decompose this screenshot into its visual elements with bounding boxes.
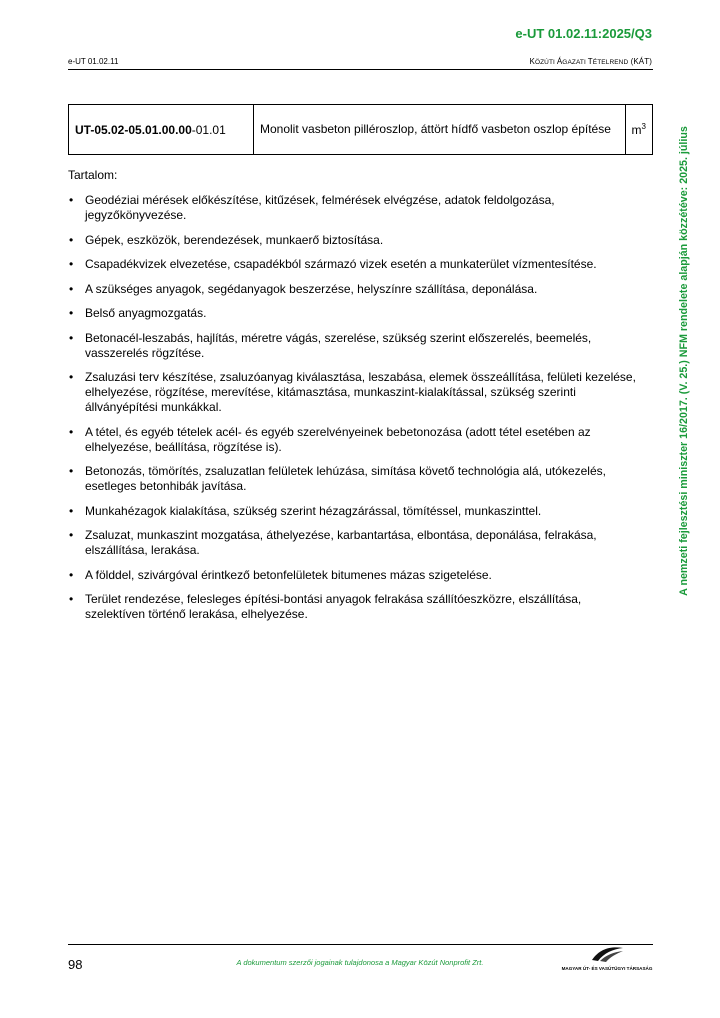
bullet-icon: • <box>69 567 74 582</box>
list-item-text: Belső anyagmozgatás. <box>85 306 207 320</box>
header-left-code: e-UT 01.02.11 <box>68 57 119 66</box>
document-code: e-UT 01.02.11:2025/Q3 <box>515 26 652 41</box>
list-item <box>68 464 638 494</box>
bullet-icon: • <box>69 370 74 384</box>
item-unit <box>625 105 652 155</box>
header-title-part: GAZATI <box>562 59 588 66</box>
list-item-text: Zsaluzási terv készítése, zsaluzóanyag kiválasztása, leszabása, elemek összeállítása, felületi kezelése, elhelyezése, rögzítése, merevítése, kitámasztása, munkaszint-kialakítással, szükség szerinti állványépítési munkákkal. <box>85 370 636 414</box>
bullet-icon: • <box>69 424 74 439</box>
item-code <box>69 105 254 155</box>
list-item-text: Betonacél-leszabás, hajlítás, méretre vágás, szerelése, szükség szerint előszerelés, beemelés, vasszerelés rögzítése. <box>85 330 592 360</box>
list-item-text: Zsaluzat, munkaszint mozgatása, áthelyezése, karbantartása, elbontása, deponálása, felrakása, elszállítása, lerakása. <box>85 528 597 557</box>
side-note-text: A nemzeti fejlesztési miniszter 16/2017. (V. 25.) NFM rendelete alapján közzétéve: 2025. július <box>678 126 690 596</box>
list-item <box>68 257 638 272</box>
bullet-icon: • <box>69 330 74 345</box>
list-item-text: Csapadékvizek elvezetése, csapadékból származó vizek esetén a munkaterület vízmentesítése. <box>85 257 597 271</box>
bullet-icon: • <box>69 306 74 320</box>
bullet-icon: • <box>69 281 74 296</box>
item-table <box>68 104 653 155</box>
bullet-icon: • <box>69 232 74 247</box>
bullet-icon: • <box>69 464 74 478</box>
list-item-text: Gépek, eszközök, berendezések, munkaerő biztosítása. <box>85 232 384 247</box>
header-title-part: Á <box>556 57 563 66</box>
logo-text: MAGYAR ÚT- ÉS VASÚTÜGYI TÁRSASÁG <box>561 966 653 971</box>
list-item-text: A földdel, szivárgóval érintkező betonfelületek bitumenes mázas szigetelése. <box>85 567 492 582</box>
bullet-icon: • <box>69 193 74 207</box>
list-item <box>68 282 638 297</box>
item-unit-exponent: 3 <box>641 122 646 131</box>
header-title-part: ÉTELREND <box>592 59 629 66</box>
copyright-notice: A dokumentum szerzői jogainak tulajdonosa a Magyar Közút Nonprofit Zrt. <box>236 958 484 967</box>
list-item <box>68 370 638 415</box>
item-code-suffix: -01.01 <box>191 122 226 137</box>
list-item-text: A szükséges anyagok, segédanyagok beszerzése, helyszínre szállítása, deponálása. <box>85 281 538 296</box>
item-description: Monolit vasbeton pilléroszlop, áttört hídfő vasbeton oszlop építése <box>254 105 626 155</box>
list-item <box>68 193 638 223</box>
page-number: 98 <box>68 957 83 972</box>
header-title-part: ÖZÚTI <box>534 59 557 66</box>
bullet-icon: • <box>69 257 74 271</box>
list-item-text: Geodéziai mérések előkészítése, kitűzések, felmérések elvégzése, adatok feldolgozása, jegyzőkönyvezése. <box>85 193 555 222</box>
list-item <box>68 425 638 455</box>
list-item <box>68 306 638 321</box>
list-item <box>68 504 638 519</box>
header-divider <box>68 69 653 70</box>
header-title-part: T <box>587 57 593 66</box>
list-item <box>68 592 638 622</box>
item-unit-base: m <box>631 123 642 137</box>
header-title-part: (KÁT) <box>628 57 652 66</box>
road-logo-icon <box>590 945 624 965</box>
publication-side-note <box>676 96 692 626</box>
organization-logo <box>560 945 654 975</box>
list-item-text: Betonozás, tömörítés, zsaluzatlan felületek lehúzása, simítása követő technológia alá, utókezelés, esetleges betonhibák javítása. <box>85 464 606 493</box>
list-item-text: Munkahézagok kialakítása, szükség szerint hézagzárással, tömítéssel, munkaszinttel. <box>85 503 542 518</box>
header-title-part: K <box>529 57 535 66</box>
list-item-text: Terület rendezése, felesleges építési-bontási anyagok felrakása szállítóeszközre, elszállítása, szelektíven történő lerakása, elhelyezése. <box>85 592 582 621</box>
header-right-title <box>530 57 652 66</box>
list-item <box>68 568 638 583</box>
item-row <box>69 105 653 155</box>
list-item-text: A tétel, és egyéb tételek acél- és egyéb szerelvényeinek bebetonozása (adott tétel esetében az elhelyezése, beállítása, rögzítése is). <box>85 424 591 454</box>
bullet-icon: • <box>69 503 74 518</box>
bullet-icon: • <box>69 592 74 606</box>
bullet-icon: • <box>69 528 74 542</box>
content-title: Tartalom: <box>68 168 118 182</box>
item-code-main: UT-05.02-05.01.00.00 <box>75 122 192 137</box>
content-list <box>68 193 638 632</box>
list-item <box>68 528 638 558</box>
list-item <box>68 331 638 361</box>
list-item <box>68 233 638 248</box>
